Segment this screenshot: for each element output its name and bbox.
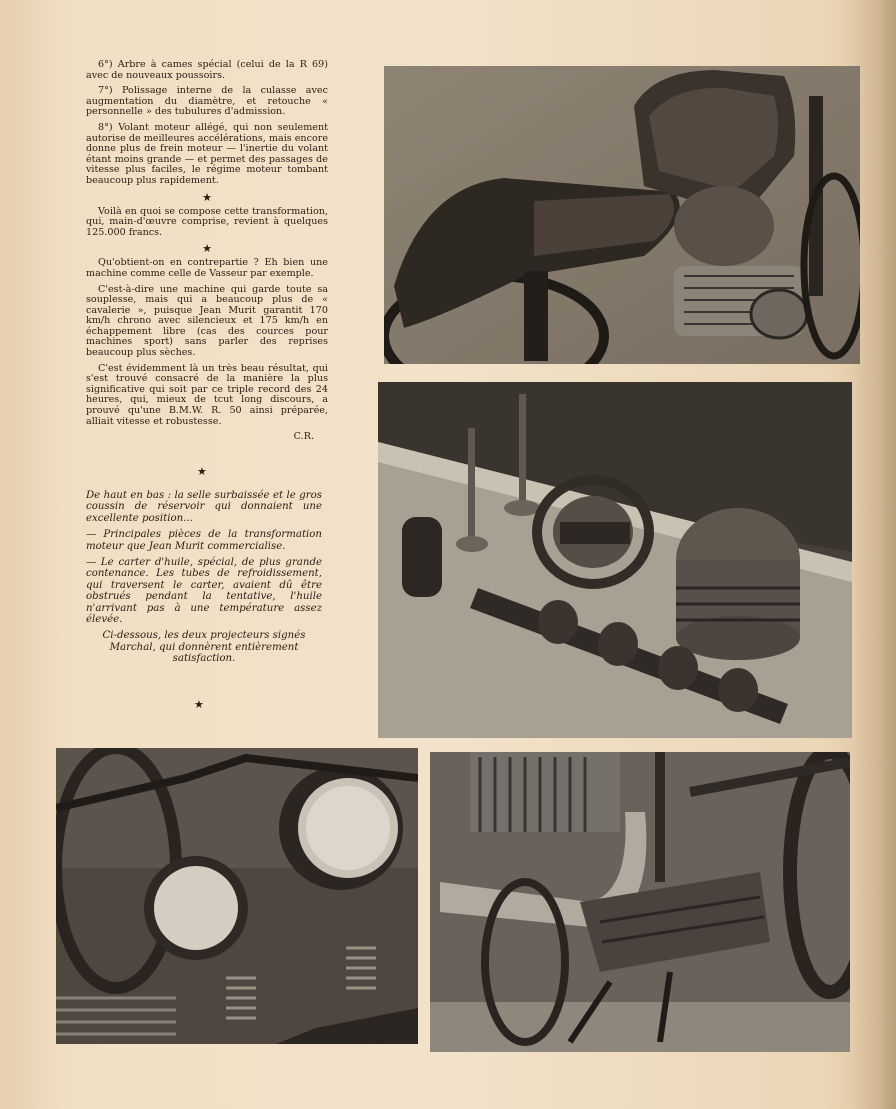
photo-oil-sump [430, 752, 850, 1052]
caption-paragraph-3: — Le carter d'huile, spécial, de plus grande contenance. Les tubes de refroidissement, qui traversent le carter, avaient dû être obstrués pendant la tentative, l'huile n'arrivant pas à une température assez élevée. [86, 557, 322, 626]
author-signature: C.R. [293, 431, 314, 443]
photo-caption [86, 490, 322, 670]
article-paragraph-6: 6°) Arbre à cames spécial (celui de la R 69) avec de nouveaux poussoirs. [86, 59, 328, 81]
separator-star: ★ [194, 698, 204, 711]
photo-seat-and-tank-cushion [384, 66, 860, 364]
article-paragraph-cost: Voilà en quoi se compose cette transformation, qui, main-d'œuvre comprise, revient à quelques 125.000 francs. [86, 205, 328, 238]
separator-star: ★ [197, 465, 207, 478]
article-paragraph-8: 8°) Volant moteur allégé, qui non seulement autorise de meilleures accélérations, mais encore donne plus de frein moteur — l'inertie du volant étant moins grande — et permet des passages de vitesse plus faciles, le régime moteur tombant beaucoup plus rapidement. [86, 121, 328, 186]
article-paragraph-question: Qu'obtient-on en contrepartie ? Eh bien une machine comme celle de Vasseur par exemple. [86, 257, 328, 279]
caption-paragraph-1: De haut en bas : la selle surbaissée et le gros coussin de réservoir qui donnaient une excellente position... [86, 490, 322, 524]
separator-star: ★ [202, 190, 212, 204]
caption-paragraph-4: Ci-dessous, les deux projecteurs signés Marchal, qui donnèrent entièrement satisfaction. [102, 630, 306, 665]
article-paragraph-result: C'est-à-dire une machine qui garde toute sa souplesse, mais qui a beaucoup plus de « cavalerie », puisque Jean Murit garantit 170 km/h chrono avec silencieux et 175 km/h en échappement libre (cas des cources pour machines sport) sans parler des reprises beaucoup plus sèches. [86, 283, 328, 359]
photo-marchal-headlights [56, 748, 418, 1044]
article-paragraph-7: 7°) Polissage interne de la culasse avec augmentation du diamètre, et retouche « personnelle » des tubulures d'admission. [86, 85, 328, 118]
caption-paragraph-2: — Principales pièces de la transformation moteur que Jean Murit commercialise. [86, 529, 322, 552]
separator-star: ★ [202, 242, 212, 256]
photo-engine-parts [378, 382, 852, 738]
article-paragraph-conclusion: C'est évidemment là un très beau résultat, qui s'est trouvé consacré de la manière la plus significative qui soit par ce triple record des 24 heures, qui, mieux de tcut long discours, a prouvé qu'une B.M.W. R. 50 ainsi préparée, alliait vitesse et robustesse. [86, 362, 328, 427]
article-column [86, 60, 328, 443]
